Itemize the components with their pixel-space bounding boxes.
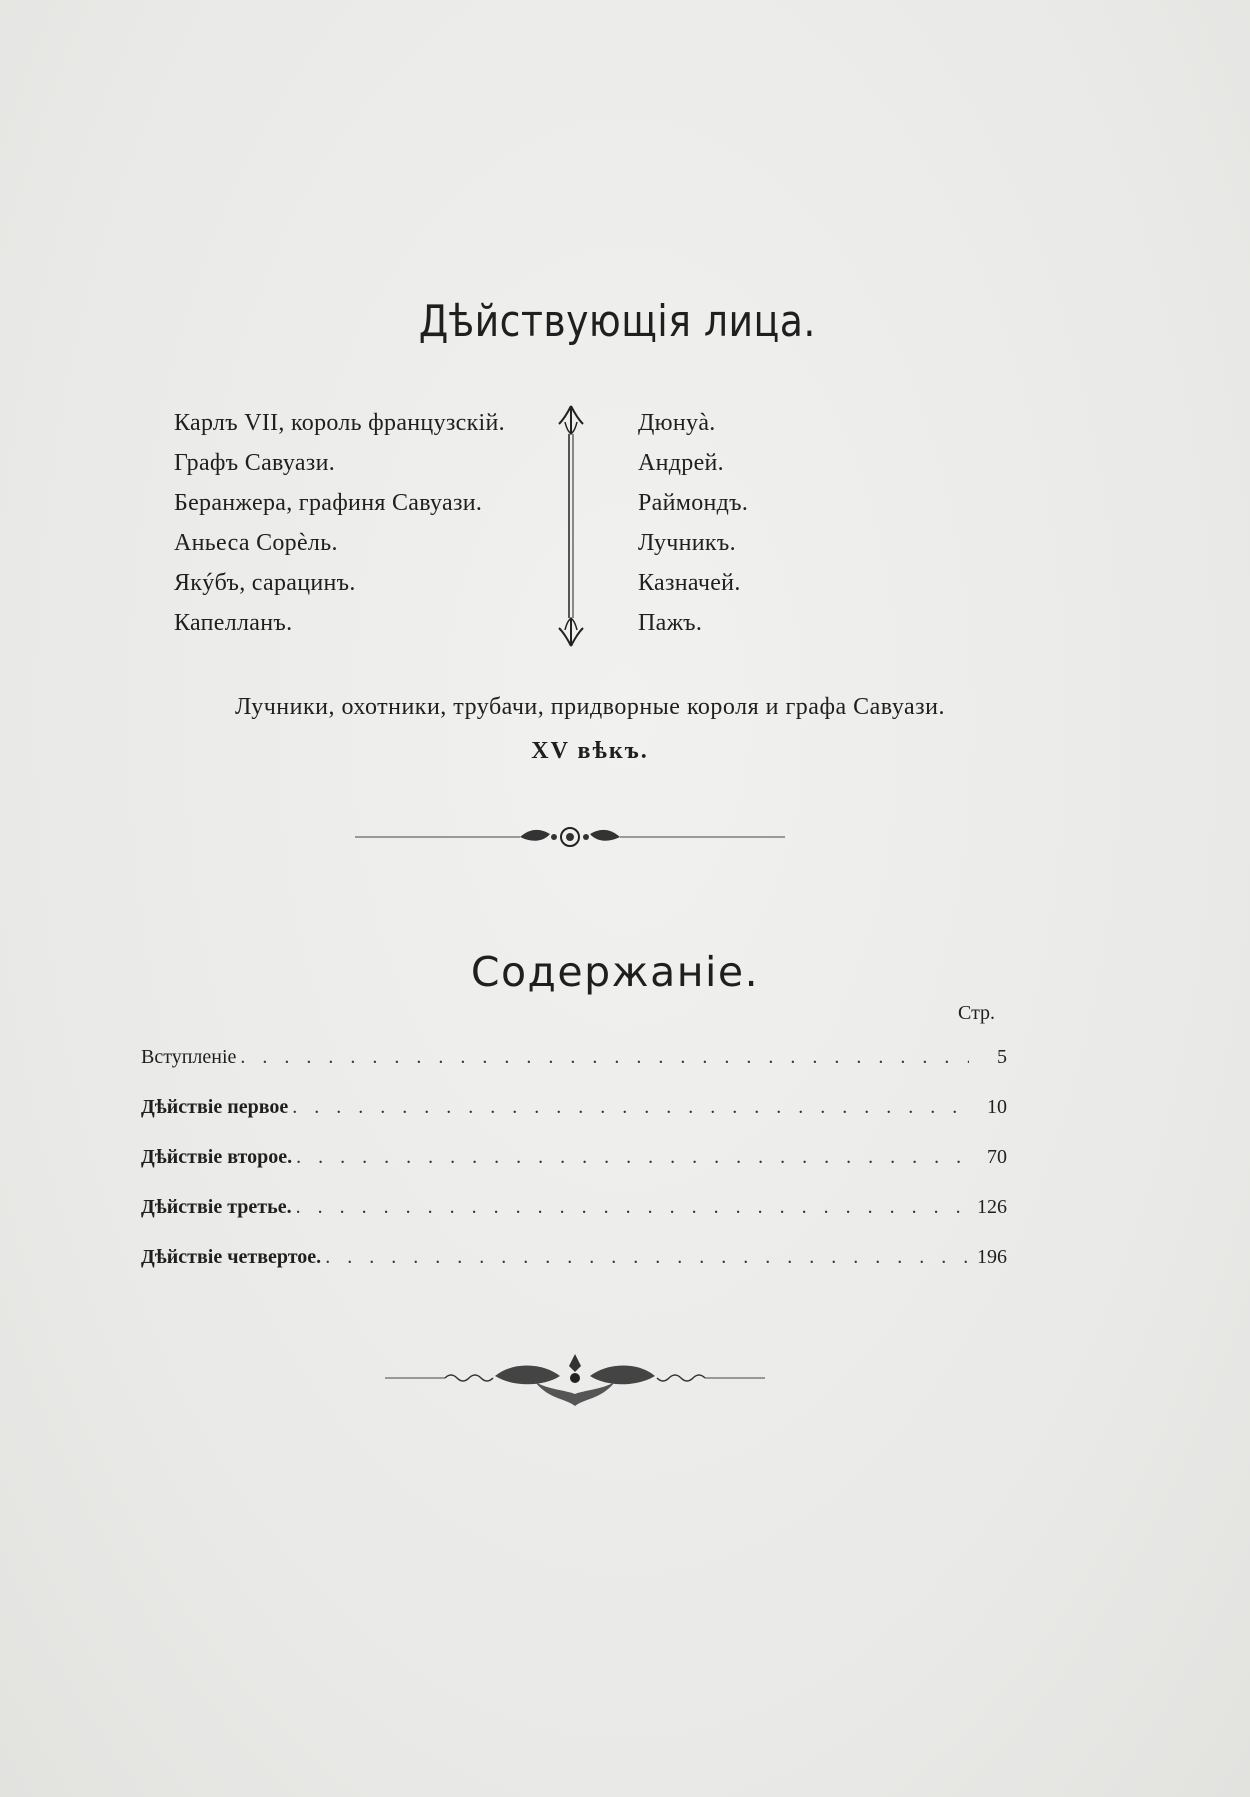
- cast-item: Дюнуà.: [638, 410, 716, 436]
- dot-leader: [240, 1046, 969, 1069]
- cast-item: Пажъ.: [638, 610, 703, 636]
- ornamental-bracket-icon: [553, 404, 589, 648]
- cast-heading: Дѣйствующія лица.: [418, 296, 816, 347]
- century-label: XV вѣкъ.: [531, 738, 649, 764]
- cast-list-right: [638, 406, 838, 646]
- dot-leader: [292, 1096, 969, 1119]
- cast-item: Карлъ VII, король французскій.: [174, 410, 505, 436]
- dot-leader: [296, 1196, 969, 1219]
- toc-entry-page: 196: [977, 1246, 1007, 1268]
- toc-entry[interactable]: [141, 1046, 1007, 1096]
- page-column-label: Стр.: [958, 1002, 996, 1024]
- cast-item: Лучникъ.: [638, 530, 736, 556]
- cast-item: Андрей.: [638, 450, 724, 476]
- table-of-contents: [141, 1046, 1007, 1296]
- cast-list-left: [174, 406, 554, 646]
- toc-entry-label: Дѣйствіе первое: [141, 1096, 289, 1118]
- contents-heading: Содержаніе.: [470, 948, 760, 996]
- cast-item: Аньеса Сорѐль.: [174, 530, 338, 556]
- toc-entry-page: 70: [987, 1146, 1007, 1168]
- toc-entry[interactable]: [141, 1096, 1007, 1146]
- cast-item: Беранжера, графиня Савуази.: [174, 490, 483, 516]
- toc-entry[interactable]: [141, 1146, 1007, 1196]
- toc-entry-label: Дѣйствіе второе.: [141, 1146, 293, 1168]
- cast-extras: Лучники, охотники, трубачи, придворные короля и графа Савуази.: [235, 694, 945, 720]
- toc-entry[interactable]: [141, 1246, 1007, 1296]
- dot-leader: [325, 1246, 969, 1269]
- toc-entry-label: Дѣйствіе третье.: [141, 1196, 292, 1218]
- cast-item: Казначей.: [638, 570, 741, 596]
- cast-item: Раймондъ.: [638, 490, 749, 516]
- cast-item: Якýбъ, сарацинъ.: [174, 570, 356, 596]
- ornament-tailpiece-icon: [385, 1350, 765, 1410]
- cast-item: Графъ Савуази.: [174, 450, 336, 476]
- cast-item: Капелланъ.: [174, 610, 293, 636]
- ornament-divider-icon: [355, 822, 785, 852]
- toc-entry[interactable]: [141, 1196, 1007, 1246]
- toc-entry-page: 126: [977, 1196, 1007, 1218]
- dot-leader: [296, 1146, 969, 1169]
- toc-entry-page: 10: [987, 1096, 1007, 1118]
- toc-entry-label: Вступленіе: [141, 1046, 237, 1068]
- toc-entry-page: 5: [997, 1046, 1007, 1068]
- toc-entry-label: Дѣйствіе четвертое.: [141, 1246, 322, 1268]
